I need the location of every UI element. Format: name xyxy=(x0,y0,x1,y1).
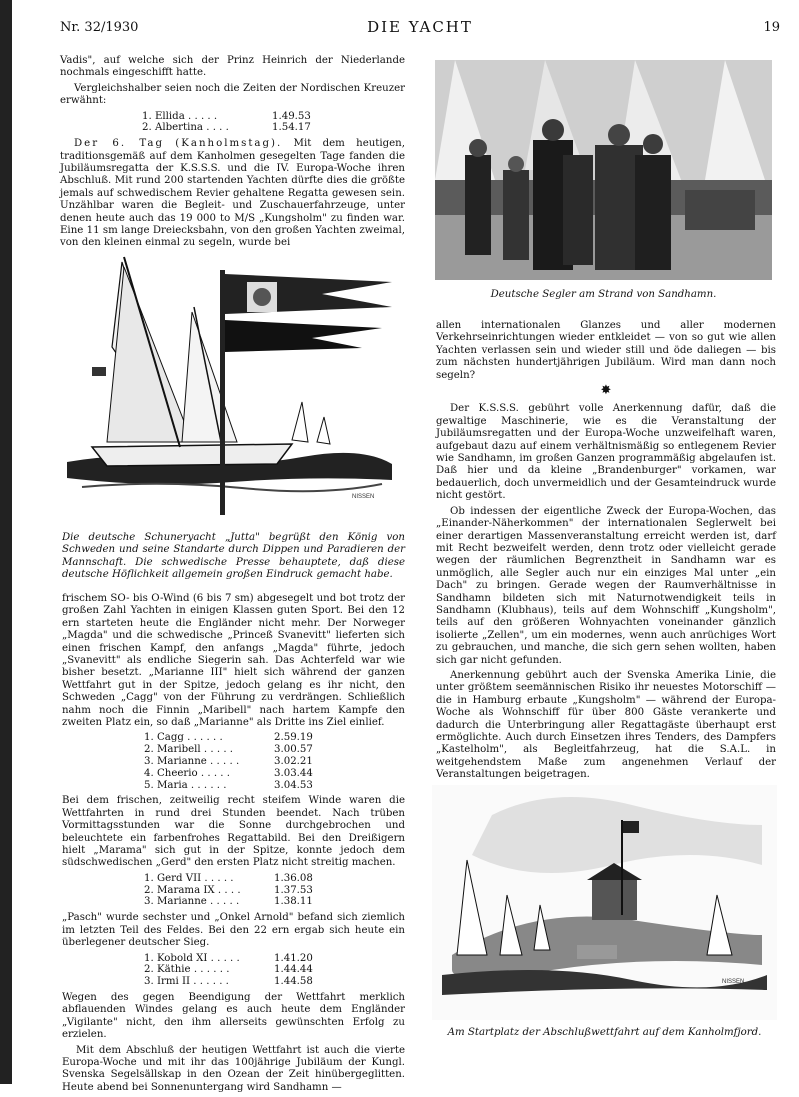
result-place: 2. Käthie . . . . . . xyxy=(144,964,230,976)
result-row xyxy=(144,744,405,756)
result-row xyxy=(144,953,405,965)
result-place: 3. Irmi II . . . . . . xyxy=(144,976,229,988)
artist-signature: NISSEN xyxy=(352,494,375,500)
page-edge xyxy=(0,0,12,1084)
result-row xyxy=(144,780,405,792)
result-time: 1.44.44 xyxy=(274,964,313,976)
paragraph: Ob indessen der eigentliche Zweck der Europa-Wochen, das „Einander-Näherkommen" der internationalen Seglerwelt bei einer derartigen Massenveranstaltung erreicht werden ist, darf mit Recht bezweifelt werden, denn trotz oder vielleicht gerade wegen der räumlichen Begrenztheit in Sandhamn war es unmöglich, alle Segler auch nur ein einziges Mal unter „ein Dach" zu bringen. Gerade wegen der Raumverhältnisse in Sandhamn bildeten sich mit Naturnotwendigkeit teils in Sandhamn (Klubhaus), teils auf dem Wohnschiff „Kungsholm", teils auf den größeren Wohnyachten voneinander gänzlich isolierte „Zellen", um ein modernes, wenn auch anrüchiges Wort zu gebrauchen, und manche, die sich gern sehen wollten, haben sich gar nicht gefunden. xyxy=(436,505,776,666)
result-place: 3. Marianne . . . . . xyxy=(144,896,240,908)
sailors-photo-image xyxy=(435,60,772,280)
section-divider-star: ✸ xyxy=(600,383,612,399)
start-area-caption: Am Startplatz der Abschlußwettfahrt auf dem Kanholmfjord. xyxy=(447,1027,762,1038)
schooner-illustration xyxy=(62,252,407,527)
paragraph: Wegen des gegen Beendigung der Wettfahrt merklich abflauenden Windes gelang es auch heute dem Engländer „Vigilante" nicht, den ihm allerseits gewünschten Erfolg zu erzielen. xyxy=(62,991,405,1041)
results-22qm xyxy=(144,953,405,988)
result-place: 2. Maribell . . . . . xyxy=(144,744,234,756)
magazine-title: DIE YACHT xyxy=(367,18,473,36)
paragraph: Der K.S.S.S. gebührt volle Anerkennung dafür, daß die gewaltige Maschinerie, wie es die Veranstaltung der Jubiläumsregatten und der Europa-Woche unzweifelhaft waren, aufgebaut dazu auf einem verhältnismäßig so entlegenem Revier wie Sandhamn, im großen Ganzen programmäßig abgelaufen ist. Daß hier und da kleine „Brandenburger" vorkamen, war bedauerlich, doch unvermeidlich und der Gesamteindruck wurde nicht gestört. xyxy=(436,403,776,502)
paragraph: Mit dem Abschluß der heutigen Wettfahrt ist auch die vierte Europa-Woche und mit ihr das 100jährige Jubiläum der Kungl. Svenska Segelsällskap in den Ozean der Zeit hinübergeglitten. Heute abend bei Sonnenuntergang wird Sandhamn — xyxy=(62,1044,405,1093)
result-place: 2. Marama IX . . . . xyxy=(144,884,241,896)
result-row xyxy=(144,756,405,768)
result-time: 1.36.08 xyxy=(274,872,313,884)
left-column-top xyxy=(60,55,405,253)
result-time: 3.04.53 xyxy=(274,779,313,791)
result-row xyxy=(144,768,405,780)
result-time: 3.00.57 xyxy=(274,744,313,756)
result-time: 2.59.19 xyxy=(274,732,313,744)
result-time: 1.38.11 xyxy=(274,896,313,908)
schooner-caption: Die deutsche Schuneryacht „Jutta" begrüßt den König von Schweden und seine Standarte durch Dippen und Paradieren der Mannschaft. Die schwedische Presse behauptete, daß diese deutsche Höflichkeit allgemein großen Eindruck gemacht habe. xyxy=(62,532,405,581)
result-time: 1.44.58 xyxy=(274,976,313,988)
result-row xyxy=(144,976,405,988)
paragraph: frischem SO- bis O-Wind (6 bis 7 sm) abgesegelt und bot trotz der großen Zahl Yachten in einigen Klassen guten Sport. Bei den 12 ern starteten heute die Engländer nicht mehr. Der Norweger „Magda" und die schwedische „Princeß Svanevitt" lieferten sich einen frischen Kampf, den anfangs „Magda" führte, jedoch „Svanevitt" als endliche Siegerin sah. Das Achterfeld war wie bisher besetzt. „Marianne III" hielt sich während der ganzen Wettfahrt gut in der Spitze, jedoch gelang es ihr nicht, den Schweden „Cagg" von der Führung zu verdrängen. Schließlich nahm noch die Finnin „Maribell" nach hartem Kampfe den zweiten Platz ein, so daß „Marianne" als Dritte ins Ziel einlief. xyxy=(62,593,405,729)
results-30qm xyxy=(144,873,405,908)
paragraph: Bei dem frischen, zeitweilig recht steifem Winde waren die Wettfahrten in rund drei Stunden beendet. Nach trüben Vormittagsstunden war die Sonne durchgebrochen und beleuchtete ein farbenfrohes Regattabild. Bei den Dreißigern hielt „Marama" sich gut in der Spitze, konnte jedoch dem südschwedischen „Gerd" den ersten Platz nicht streitig machen. xyxy=(62,795,405,869)
paragraph: Vergleichshalber seien noch die Zeiten der Nordischen Kreuzer erwähnt: xyxy=(60,82,405,107)
right-column xyxy=(436,320,776,800)
result-time: 1.54.17 xyxy=(272,122,311,134)
start-area-illustration xyxy=(432,785,777,1020)
issue-number: Nr. 32/1930 xyxy=(60,20,139,35)
result-place: 2. Albertina . . . . xyxy=(142,122,229,134)
paragraph: Vadis", auf welche sich der Prinz Heinrich der Niederlande nochmals eingeschifft hatte. xyxy=(60,55,405,79)
left-column-bottom xyxy=(62,593,405,1097)
result-row xyxy=(142,111,405,123)
paragraph-text: Mit dem heutigen, traditionsgemäß auf dem Kanholmen gesegelten Tage fanden die Jubiläumsregatta der K.S.S.S. und die IV. Europa-Woche ihren Abschluß. Mit rund 200 startenden Yachten dürfte dies die größte jemals auf schwedischem Revier gehaltene Regatta gewesen sein. Unzählbar waren die Begleit- und Zuschauerfahrzeuge, unter denen heute auch das 19 000 to M/S „Kungsholm" zu finden war. Eine 11 sm lange Dreiecksbahn, von den großen Yachten zweimal, von den kleinen einmal zu segeln, wurde bei xyxy=(60,138,405,249)
paragraph xyxy=(60,138,405,250)
result-place: 1. Gerd VII . . . . . xyxy=(144,872,234,884)
paragraph: allen internationalen Glanzes und aller modernen Verkehrseinrichtungen wieder entkleidet — von so gut wie allen Yachten verlassen sein und wieder still und öde daliegen — bis zum nächsten hundertjährigen Jubiläum. Wird man dann noch segeln? xyxy=(436,320,776,381)
schooner-drawing xyxy=(62,252,407,527)
result-place: 4. Cheerio . . . . . xyxy=(144,767,231,779)
result-place: 3. Marianne . . . . . xyxy=(144,756,240,768)
result-row xyxy=(144,885,405,897)
start-area-drawing xyxy=(432,785,777,1020)
paragraph: „Pasch" wurde sechster und „Onkel Arnold" befand sich ziemlich im letzten Teil des Feldes. Bei den 22 ern ergab sich heute ein überlegener deutscher Sieg. xyxy=(62,912,405,949)
result-place: 5. Maria . . . . . . xyxy=(144,779,227,791)
result-time: 3.02.21 xyxy=(274,756,313,768)
result-row xyxy=(144,873,405,885)
result-place: 1. Ellida . . . . . xyxy=(142,110,218,122)
result-row xyxy=(142,122,405,134)
paragraph: Anerkennung gebührt auch der Svenska Amerika Linie, die unter größtem seemännischen Risiko ihr neuestes Motorschiff — die in Hamburg erbaute „Kungsholm" — während der Europa-Woche als Wohnschiff für über 800 Gäste verankerte und dadurch die Unterbringung aller Regattagäste überhaupt erst ermöglichte. Auch durch Einsetzen ihres Tenders, des Dampfers „Kastelholm", als Begleitfahrzeug, hat die S.A.L. in weitgehendstem Maße zum angenehmen Verlauf der Veranstaltungen beigetragen. xyxy=(436,669,776,781)
result-time: 1.41.20 xyxy=(274,952,313,964)
page-header xyxy=(60,18,780,40)
result-time: 1.37.53 xyxy=(274,884,313,896)
result-time: 3.03.44 xyxy=(274,767,313,779)
result-time: 1.49.53 xyxy=(272,110,311,122)
result-row xyxy=(144,732,405,744)
day-heading-paren: (Kanholmstag). xyxy=(175,138,283,150)
results-nordic-cruisers xyxy=(142,111,405,135)
sailors-photo-caption: Deutsche Segler am Strand von Sandhamn. xyxy=(490,289,717,300)
result-place: 1. Kobold XI . . . . . xyxy=(144,952,240,964)
page-number: 19 xyxy=(763,20,780,35)
result-place: 1. Cagg . . . . . . xyxy=(144,732,223,744)
result-row xyxy=(144,964,405,976)
artist-signature: NISSEN xyxy=(722,979,745,985)
results-12mR xyxy=(144,732,405,791)
sailors-photo xyxy=(435,60,772,280)
result-row xyxy=(144,896,405,908)
day-heading: Der 6. Tag xyxy=(74,138,164,150)
